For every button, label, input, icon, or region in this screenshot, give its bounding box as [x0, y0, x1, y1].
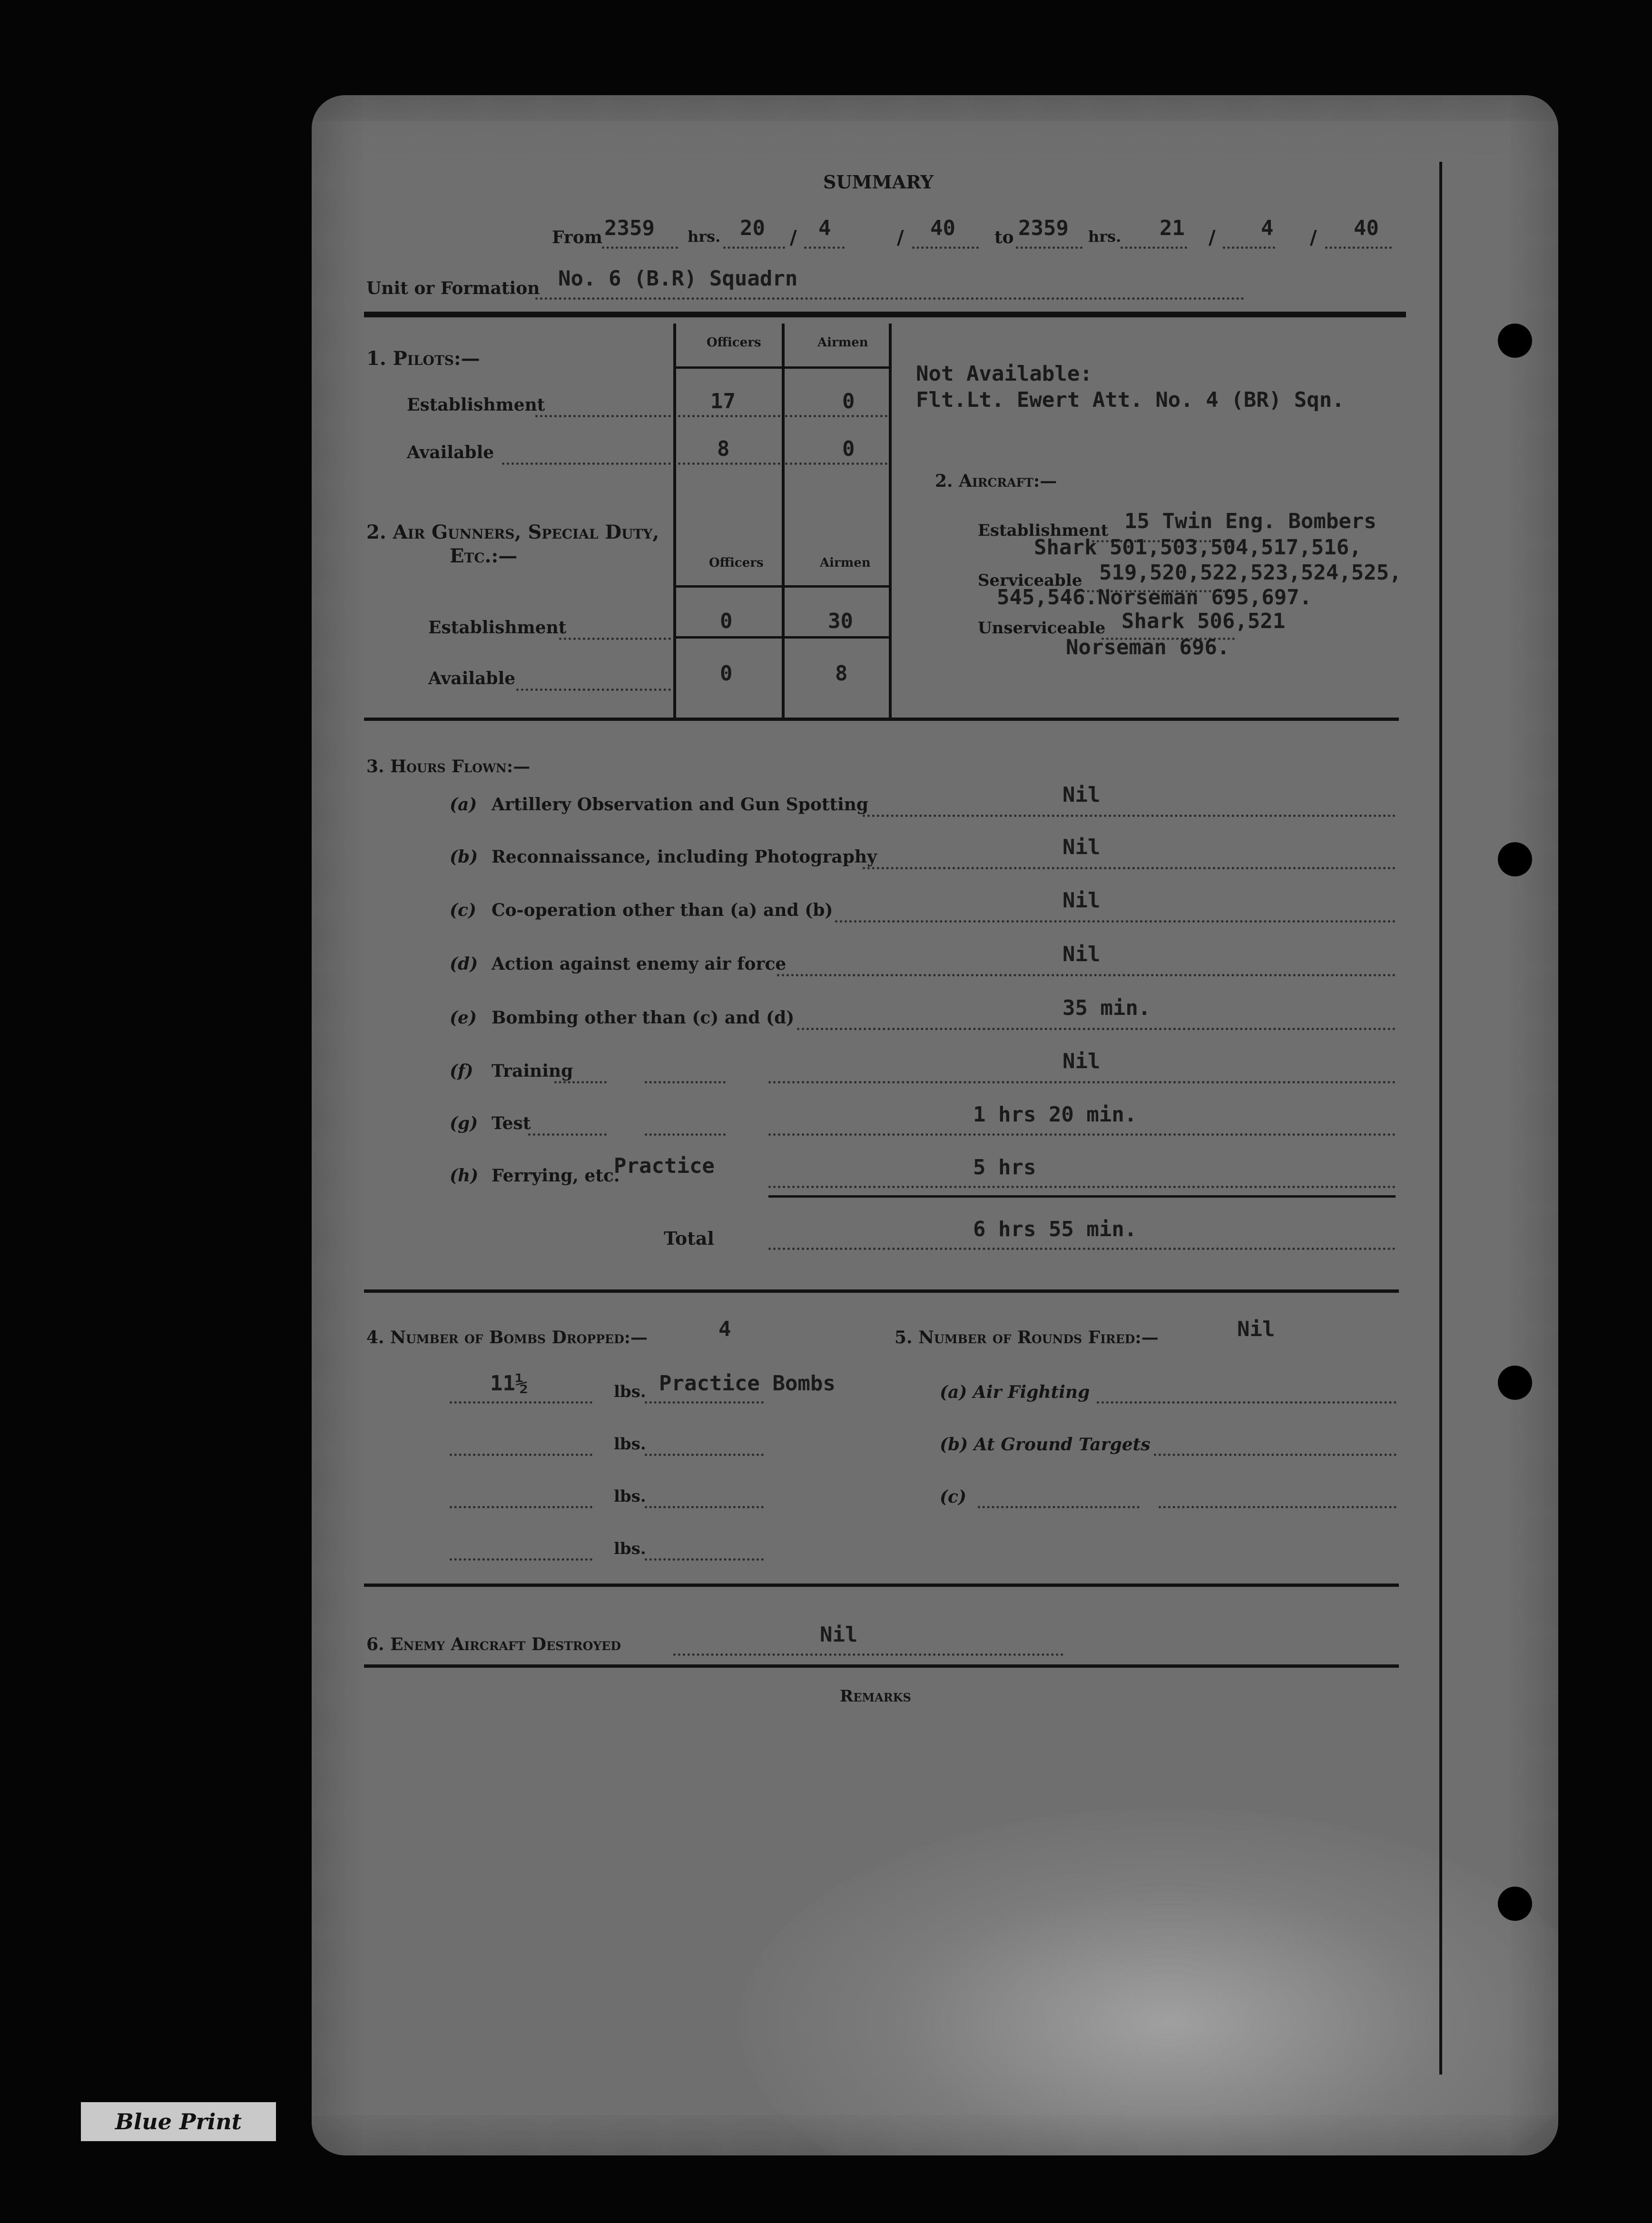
hours-extra-h: Practice: [614, 1154, 715, 1178]
bombs-lbs-label-3: lbs.: [614, 1487, 646, 1506]
pilots-available-label: Available: [407, 443, 494, 462]
aircraft-unserviceable-line-2: Norseman 696.: [1066, 635, 1230, 659]
bombs-weight-line-2: [450, 1454, 592, 1456]
hours-label-d: Action against enemy air force: [492, 954, 787, 974]
not-available-line-2: Flt.Lt. Ewert Att. No. 4 (BR) Sqn.: [916, 388, 1345, 412]
aircraft-heading: 2. Aircraft:—: [935, 471, 1057, 491]
bombs-weight-line-3: [450, 1506, 592, 1508]
bombs-count: 4: [718, 1317, 731, 1341]
total-rule: [768, 1195, 1396, 1198]
pilots-airmen-header: Airmen: [817, 335, 868, 350]
pilots-establishment-officers: 17: [710, 389, 736, 413]
slash-3: /: [1209, 226, 1216, 249]
bombs-type-line-4: [645, 1558, 764, 1561]
slash-2: /: [897, 226, 904, 249]
to-time: 2359: [1018, 216, 1069, 240]
rounds-ground-dots: [1154, 1454, 1396, 1456]
from-time: 2359: [604, 216, 655, 240]
right-margin-line: [1439, 162, 1442, 2075]
hours-letter-g: (g): [450, 1113, 478, 1133]
hours-value-e: 35 min.: [1062, 996, 1151, 1020]
to-year: 40: [1354, 216, 1379, 240]
light-glare: [740, 1808, 1558, 2155]
gunners-establishment-label: Establishment: [428, 618, 567, 638]
table-dots-3: [678, 415, 780, 417]
aircraft-establishment-value: 15 Twin Eng. Bombers: [1124, 509, 1377, 533]
table-line-1: [673, 324, 676, 718]
aircraft-unserviceable-line-1: Shark 506,521: [1121, 609, 1286, 633]
slash-1: /: [790, 226, 797, 249]
from-label: From: [552, 227, 602, 247]
bombs-lbs-label-2: lbs.: [614, 1435, 646, 1454]
rounds-c-dots-2: [1159, 1506, 1396, 1508]
aircraft-serviceable-line-3: 545,546.Norseman 695,697.: [997, 585, 1312, 610]
hours-total-dots: [768, 1248, 1396, 1250]
pilots-officers-header: Officers: [707, 335, 761, 350]
from-time-line: [602, 246, 678, 249]
aircraft-establishment-label: Establishment: [978, 521, 1109, 540]
from-year-line: [912, 246, 979, 249]
hours-dots-g1: [528, 1133, 607, 1136]
hours-value-g: 1 hrs 20 min.: [973, 1102, 1137, 1127]
rounds-ground-label: (b) At Ground Targets: [940, 1435, 1150, 1455]
aircraft-unserviceable-label: Unserviceable: [978, 619, 1106, 638]
header-rule: [364, 312, 1406, 317]
aircraft-serviceable-label: Serviceable: [978, 571, 1082, 590]
bombs-heading: 4. Number of Bombs Dropped:—: [366, 1328, 648, 1348]
hours-letter-c: (c): [450, 900, 476, 920]
hours-letter-f: (f): [450, 1061, 473, 1081]
form-title: SUMMARY: [823, 171, 934, 193]
pilots-available-officers: 8: [717, 437, 730, 461]
enemy-value: Nil: [820, 1623, 858, 1647]
pilots-available-airmen: 0: [842, 437, 855, 461]
remarks-heading: Remarks: [840, 1687, 911, 1706]
hours-letter-b: (b): [450, 847, 478, 867]
table-hline-3: [673, 636, 892, 639]
section-rule-3: [364, 1584, 1399, 1587]
section-rule-4: [364, 1664, 1399, 1668]
hours-dots-d: [777, 974, 1396, 976]
rounds-c-dots-1: [978, 1506, 1140, 1508]
section-rule-2: [364, 1289, 1399, 1293]
hours-value-d: Nil: [1062, 942, 1101, 966]
hours-value-h: 5 hrs: [973, 1155, 1036, 1180]
from-year: 40: [930, 216, 955, 240]
bombs-type-line-1: [645, 1401, 764, 1404]
to-day: 21: [1160, 216, 1185, 240]
hours-dots-e: [797, 1028, 1396, 1030]
binder-hole-1: [1498, 324, 1532, 358]
rounds-heading: 5. Number of Rounds Fired:—: [895, 1328, 1159, 1348]
bombs-lbs-label-4: lbs.: [614, 1539, 646, 1558]
bombs-type-line-3: [645, 1506, 764, 1508]
pilots-establishment-dots: [535, 415, 671, 417]
hours-value-c: Nil: [1062, 888, 1101, 913]
hours-dots-g3: [768, 1133, 1396, 1136]
section-rule-1: [364, 718, 1399, 721]
hours-dots-c: [835, 920, 1396, 923]
unit-line: [535, 297, 1244, 300]
hours-dots-f1: [554, 1081, 607, 1083]
hours-dots-a: [863, 815, 1396, 817]
pilots-heading: 1. Pilots:—: [366, 347, 480, 370]
blue-print-stamp: Blue Print: [81, 2102, 276, 2141]
hours-label-a: Artillery Observation and Gun Spotting: [492, 795, 869, 815]
from-month: 4: [818, 216, 831, 240]
to-year-line: [1325, 246, 1392, 249]
summary-form-sheet: [312, 95, 1558, 2155]
hours-dots-b: [863, 867, 1396, 869]
gunners-establishment-officers: 0: [720, 609, 733, 633]
unit-label: Unit or Formation: [366, 278, 540, 298]
hours-value-a: Nil: [1062, 783, 1101, 807]
bombs-type-line-2: [645, 1454, 764, 1456]
table-line-3: [889, 324, 892, 718]
table-hline-2: [673, 585, 892, 588]
hours-heading: 3. Hours Flown:—: [366, 757, 531, 777]
to-label: to: [994, 227, 1014, 247]
hours-total-label: Total: [664, 1228, 714, 1249]
gunners-heading-2: Etc.:—: [450, 545, 518, 567]
gunners-available-officers: 0: [720, 661, 733, 686]
hours-letter-e: (e): [450, 1008, 477, 1028]
enemy-dots: [673, 1653, 1063, 1656]
bombs-weight-line-1: [450, 1401, 592, 1404]
gunners-heading-1: 2. Air Gunners, Special Duty,: [366, 521, 659, 543]
binder-hole-4: [1498, 1887, 1532, 1921]
rounds-air-dots: [1097, 1401, 1396, 1404]
gunners-available-label: Available: [428, 669, 516, 689]
slash-4: /: [1310, 226, 1317, 249]
hrs-label-2: hrs.: [1088, 227, 1121, 246]
hours-label-g: Test: [492, 1113, 531, 1133]
from-day: 20: [740, 216, 765, 240]
rounds-value: Nil: [1237, 1317, 1275, 1341]
table-line-2: [782, 324, 785, 718]
hours-label-c: Co-operation other than (a) and (b): [492, 900, 833, 920]
hours-total-value: 6 hrs 55 min.: [973, 1217, 1137, 1241]
bombs-type: Practice Bombs: [659, 1371, 836, 1396]
gunners-available-airmen: 8: [835, 661, 848, 686]
hours-label-b: Reconnaissance, including Photography: [492, 847, 877, 867]
gunners-establishment-dots: [559, 638, 671, 640]
hours-label-h: Ferrying, etc.: [492, 1166, 620, 1186]
to-day-line: [1121, 246, 1187, 249]
aircraft-serviceable-line-2: 519,520,522,523,524,525,: [1099, 561, 1402, 585]
hours-value-b: Nil: [1062, 835, 1101, 859]
from-month-line: [804, 246, 845, 249]
gunners-officers-header: Officers: [709, 556, 764, 570]
rounds-c-label: (c): [940, 1487, 966, 1507]
gunners-airmen-header: Airmen: [820, 556, 871, 570]
hours-dots-f2: [645, 1081, 726, 1083]
hours-label-e: Bombing other than (c) and (d): [492, 1008, 795, 1028]
hours-label-f: Training: [492, 1061, 573, 1081]
hours-letter-a: (a): [450, 795, 477, 815]
gunners-establishment-airmen: 30: [828, 609, 853, 633]
enemy-heading: 6. Enemy Aircraft Destroyed: [366, 1634, 621, 1654]
pilots-establishment-label: Establishment: [407, 395, 545, 415]
binder-hole-2: [1498, 842, 1532, 876]
to-month: 4: [1261, 216, 1274, 240]
to-time-line: [1016, 246, 1082, 249]
pilots-establishment-airmen: 0: [842, 389, 855, 413]
hours-letter-h: (h): [450, 1166, 479, 1186]
aircraft-serviceable-line-1: Shark 501,503,504,517,516,: [1034, 535, 1362, 560]
from-day-line: [723, 246, 785, 249]
table-hline-1: [673, 366, 892, 369]
bombs-weight: 11½: [490, 1371, 528, 1396]
not-available-line-1: Not Available:: [916, 362, 1092, 386]
table-dots-4: [785, 415, 887, 417]
gunners-available-dots: [516, 689, 671, 691]
table-dots-2: [785, 462, 887, 465]
binder-hole-3: [1498, 1366, 1532, 1400]
hrs-label-1: hrs.: [688, 227, 721, 246]
hours-value-f: Nil: [1062, 1049, 1101, 1073]
to-month-line: [1223, 246, 1275, 249]
bombs-weight-line-4: [450, 1558, 592, 1561]
bombs-lbs-label-1: lbs.: [614, 1382, 646, 1401]
hours-letter-d: (d): [450, 954, 478, 974]
rounds-air-label: (a) Air Fighting: [940, 1382, 1090, 1402]
hours-dots-g2: [645, 1133, 726, 1136]
pilots-available-dots: [502, 462, 671, 465]
hours-dots-f3: [768, 1081, 1396, 1083]
table-dots-1: [678, 462, 780, 465]
hours-dots-h: [768, 1186, 1396, 1188]
unit-value: No. 6 (B.R) Squadrn: [558, 266, 798, 291]
